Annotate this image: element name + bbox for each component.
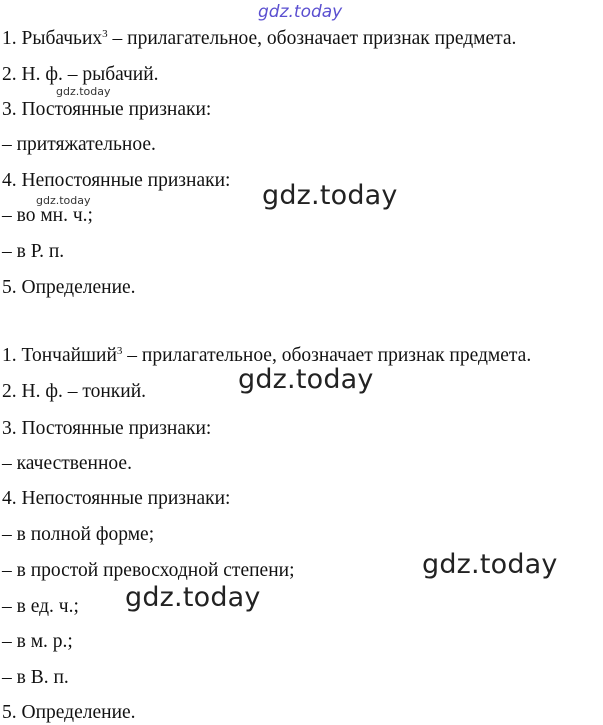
watermark-small-1: gdz.today bbox=[56, 85, 111, 98]
watermark-small-2: gdz.today bbox=[36, 194, 91, 207]
s2-line-1-number: 1. bbox=[2, 345, 17, 366]
s1-line-5: 4. Непостоянные признаки: bbox=[2, 170, 231, 191]
watermark-top: gdz.today bbox=[258, 2, 343, 22]
watermark-large-4: gdz.today bbox=[125, 582, 261, 613]
s1-line-8: 5. Определение. bbox=[2, 277, 136, 298]
s1-line-3: 3. Постоянные признаки: bbox=[2, 99, 212, 120]
s2-line-5: 4. Непостоянные признаки: bbox=[2, 488, 231, 509]
s2-line-11: 5. Определение. bbox=[2, 702, 136, 723]
watermark-large-1: gdz.today bbox=[262, 180, 398, 211]
s1-line-1-word: Рыбачьих bbox=[21, 28, 103, 49]
s2-line-2: 2. Н. ф. – тонкий. bbox=[2, 381, 147, 402]
s2-line-4: – качественное. bbox=[2, 453, 132, 474]
footnote-mark: 3 bbox=[102, 28, 108, 40]
s1-line-6: – во мн. ч.; bbox=[2, 205, 93, 226]
s1-line-1 bbox=[2, 28, 516, 50]
s1-line-2: 2. Н. ф. – рыбачий. bbox=[2, 64, 159, 85]
s2-line-1-word: Тончайший bbox=[21, 345, 117, 366]
s2-line-8: – в ед. ч.; bbox=[2, 596, 79, 617]
s2-line-6: – в полной форме; bbox=[2, 524, 155, 545]
s2-line-10: – в В. п. bbox=[2, 667, 69, 688]
s1-line-4: – притяжательное. bbox=[2, 134, 156, 155]
footnote-mark: 3 bbox=[116, 345, 123, 357]
s2-line-7: – в простой превосходной степени; bbox=[2, 560, 295, 581]
s1-line-7: – в Р. п. bbox=[2, 241, 65, 262]
watermark-large-3: gdz.today bbox=[422, 549, 558, 580]
s1-line-1-rest: – прилагательное, обозначает признак предмета. bbox=[107, 28, 517, 49]
s2-line-1-rest: – прилагательное, обозначает признак предмета. bbox=[122, 345, 532, 366]
s2-line-9: – в м. р.; bbox=[2, 631, 73, 652]
watermark-large-2: gdz.today bbox=[238, 364, 374, 395]
s1-line-1-number: 1. bbox=[2, 28, 17, 49]
s2-line-3: 3. Постоянные признаки: bbox=[2, 418, 212, 439]
